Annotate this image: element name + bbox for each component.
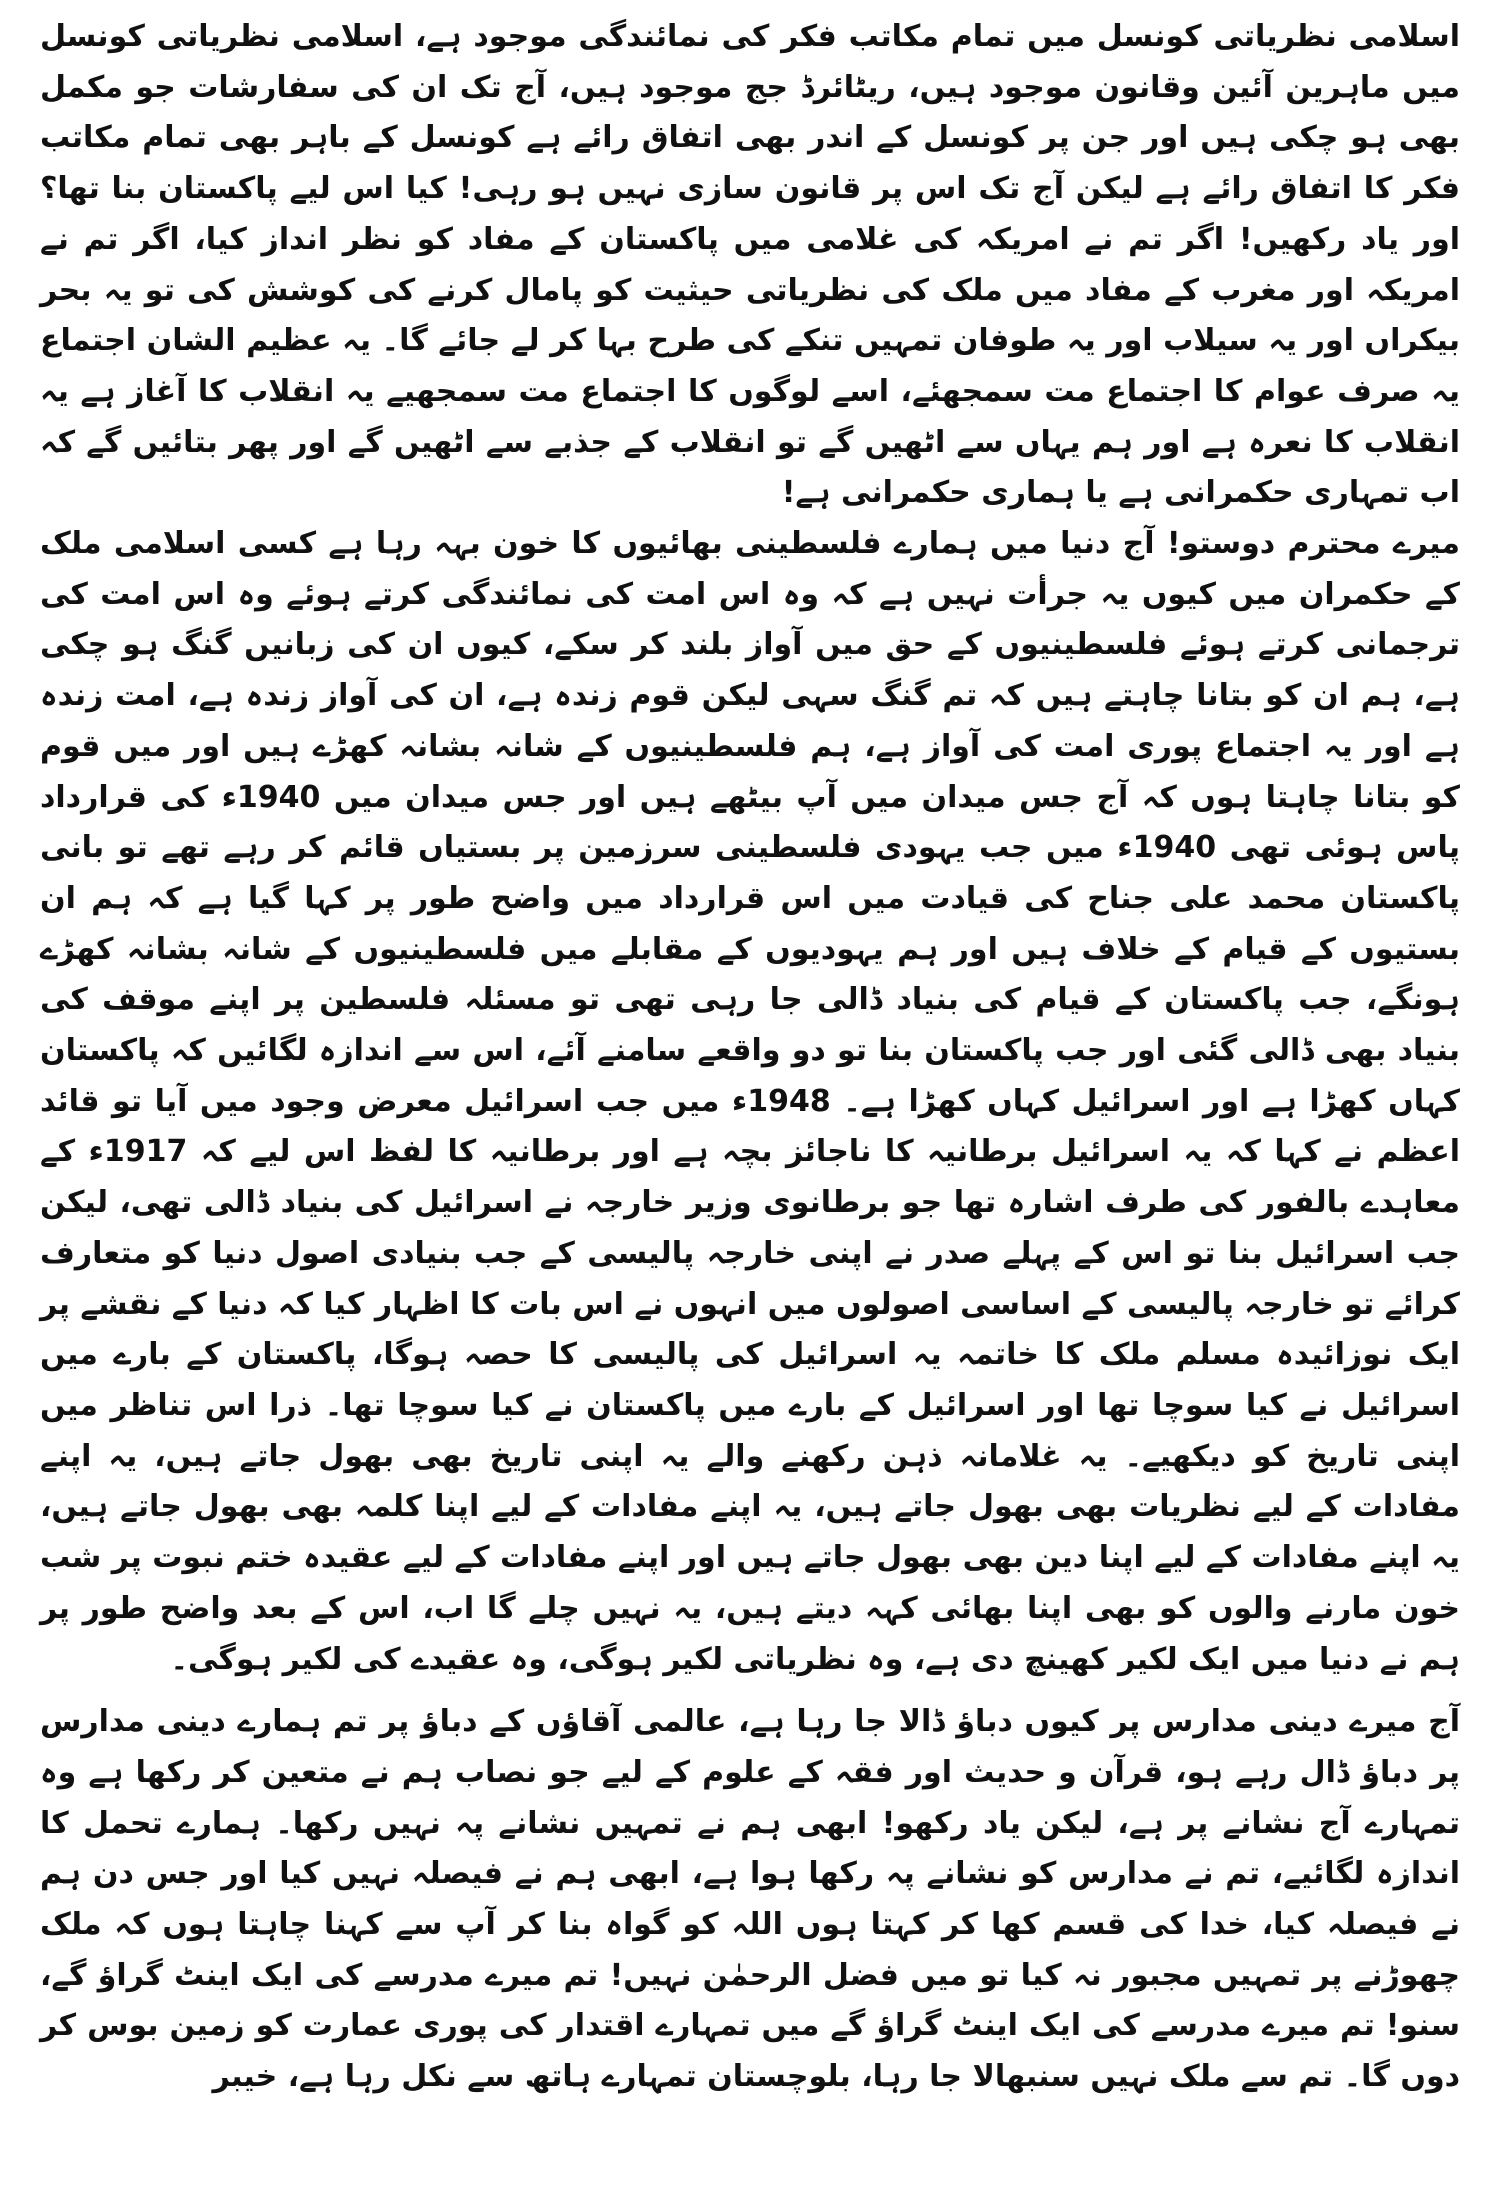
paragraph-3: آج میرے دینی مدارس پر کیوں دباؤ ڈالا جا رہا ہے، عالمی آقاؤں کے دباؤ پر تم ہمارے دینی مدارس پر دباؤ ڈال رہے ہو، قرآن و حدیث اور فقہ کے علوم کے لیے جو نصاب ہم نے متعین کر رکھا ہے وہ تمہارے آج نشانے پر ہے، لیکن یاد رکھو! ابھی ہم نے تمہیں نشانے پہ نہیں رکھا۔ ہمارے تحمل کا اندازہ لگائیے، تم نے مدارس کو نشانے پہ رکھا ہوا ہے، ابھی ہم نے فیصلہ نہیں کیا اور جس دن ہم نے فیصلہ کیا، خدا کی قسم کھا کر کہتا ہوں اللہ کو گواہ بنا کر آپ سے کہنا چاہتا ہوں کہ ملک چھوڑنے پر تمہیں مجبور نہ کیا تو میں فضل الرحمٰن نہیں! تم میرے مدرسے کی ایک اینٹ گراؤ گے، سنو! تم میرے مدرسے کی ایک اینٹ گراؤ گے میں تمہارے اقتدار کی پوری عمارت کو زمین بوس کر دوں گا۔ تم سے ملک نہیں سنبھالا جا رہا، بلوچستان تمہارے ہاتھ سے نکل رہا ہے، خیبر (40, 1704, 1460, 2095)
paragraph-2: میرے محترم دوستو! آج دنیا میں ہمارے فلسطینی بھائیوں کا خون بہہ رہا ہے کسی اسلامی ملک کے حکمران میں کیوں یہ جرأت نہیں ہے کہ وہ اس امت کی نمائندگی کرتے ہوئے وہ اس امت کی ترجمانی کرتے ہوئے فلسطینیوں کے حق میں آواز بلند کر سکے، کیوں ان کی زبانیں گنگ ہو چکی ہے، ہم ان کو بتانا چاہتے ہیں کہ تم گنگ سہی لیکن قوم زندہ ہے، ان کی آواز زندہ ہے، امت زندہ ہے اور یہ اجتماع پوری امت کی آواز ہے، ہم فلسطینیوں کے شانہ بشانہ کھڑے ہیں اور میں قوم کو بتانا چاہتا ہوں کہ آج جس میدان میں آپ بیٹھے ہیں اور جس میدان میں 1940ء کی قرارداد پاس ہوئی تھی 1940ء میں جب یہودی فلسطینی سرزمین پر بستیاں قائم کر رہے تھے تو بانی پاکستان محمد علی جناح کی قیادت میں اس قرارداد میں واضح طور پر کہا گیا ہے کہ ہم ان بستیوں کے قیام کے خلاف ہیں اور ہم یہودیوں کے مقابلے میں فلسطینیوں کے شانہ بشانہ کھڑے ہونگے، جب پاکستان کے قیام کی بنیاد ڈالی جا رہی تھی تو مسئلہ فلسطین پر اپنے موقف کی بنیاد بھی ڈالی گئی اور جب پاکستان بنا تو دو واقعے سامنے آئے، اس سے اندازہ لگائیں کہ پاکستان کہاں کھڑا ہے اور اسرائیل کہاں کھڑا ہے۔ 1948ء میں جب اسرائیل معرض وجود میں آیا تو قائد اعظم نے کہا کہ یہ اسرائیل برطانیہ کا ناجائز بچہ ہے اور برطانیہ کا لفظ اس لیے کہ 1917ء کے معاہدے بالفور کی طرف اشارہ تھا جو برطانوی وزیر خارجہ نے اسرائیل کی بنیاد ڈالی تھی، لیکن جب اسرائیل بنا تو اس کے پہلے صدر نے اپنی خارجہ پالیسی کے جب بنیادی اصول دنیا کو متعارف کرائے تو خارجہ پالیسی کے اساسی اصولوں میں انہوں نے اس بات کا اظہار کیا کہ دنیا کے نقشے پر ایک نوزائیدہ مسلم ملک کا خاتمہ یہ اسرائیل کی پالیسی کا حصہ ہوگا، پاکستان کے بارے میں اسرائیل نے کیا سوچا تھا اور اسرائیل کے بارے میں پاکستان نے کیا سوچا تھا۔ ذرا اس تناظر میں اپنی تاریخ کو دیکھیے۔ یہ غلامانہ ذہن رکھنے والے یہ اپنی تاریخ بھی بھول جاتے ہیں، یہ اپنے مفادات کے لیے نظریات بھی بھول جاتے ہیں، یہ اپنے مفادات کے لیے اپنا کلمہ بھی بھول جاتے ہیں، یہ اپنے مفادات کے لیے اپنا دین بھی بھول جاتے ہیں اور اپنے مفادات کے لیے عقیدہ ختم نبوت پر شب خون مارنے والوں کو بھی اپنا بھائی کہہ دیتے ہیں، یہ نہیں چلے گا اب، اس کے بعد واضح طور پر ہم نے دنیا میں ایک لکیر کھینچ دی ہے، وہ نظریاتی لکیر ہوگی، وہ عقیدے کی لکیر ہوگی۔ (40, 526, 1460, 1677)
document-page (40, 12, 1460, 2188)
paragraph-1: اسلامی نظریاتی کونسل میں تمام مکاتب فکر کی نمائندگی موجود ہے، اسلامی نظریاتی کونسل میں ماہرین آئین وقانون موجود ہیں، ریٹائرڈ جج موجود ہیں، آج تک ان کی سفارشات جو مکمل بھی ہو چکی ہیں اور جن پر کونسل کے اندر بھی اتفاق رائے ہے کونسل کے باہر بھی تمام مکاتب فکر کا اتفاق رائے ہے لیکن آج تک اس پر قانون سازی نہیں ہو رہی! کیا اس لیے پاکستان بنا تھا؟ اور یاد رکھیں! اگر تم نے امریکہ کی غلامی میں پاکستان کے مفاد کو نظر انداز کیا، اگر تم نے امریکہ اور مغرب کے مفاد میں ملک کی نظریاتی حیثیت کو پامال کرنے کی کوشش کی تو یہ بحر بیکراں اور یہ سیلاب اور یہ طوفان تمہیں تنکے کی طرح بہا کر لے جائے گا۔ یہ عظیم الشان اجتماع یہ صرف عوام کا اجتماع مت سمجھئے، اسے لوگوں کا اجتماع مت سمجھیے یہ انقلاب کا آغاز ہے یہ انقلاب کا نعرہ ہے اور ہم یہاں سے اٹھیں گے تو انقلاب کے جذبے سے اٹھیں گے اور پھر بتائیں گے کہ اب تمہاری حکمرانی ہے یا ہماری حکمرانی ہے! (40, 19, 1460, 511)
